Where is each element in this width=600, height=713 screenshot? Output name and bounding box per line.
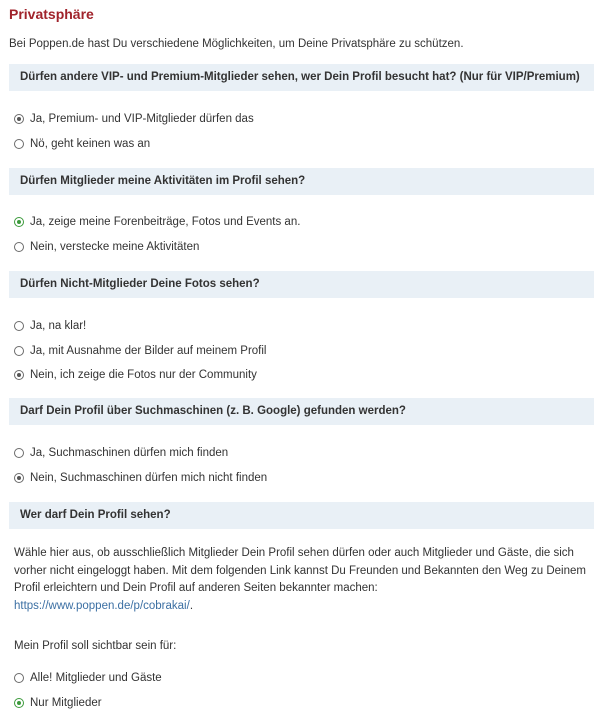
radio-checked-icon[interactable] (14, 217, 24, 227)
option-label: Nein, ich zeige die Fotos nur der Community (30, 369, 257, 381)
radio-icon[interactable] (14, 321, 24, 331)
question-label: Darf Dein Profil über Suchmaschinen (z. B. Google) gefunden werden? (20, 405, 406, 417)
option-activities-no[interactable] (14, 240, 199, 254)
option-activities-yes[interactable] (14, 215, 300, 229)
question-vip-visitors (9, 64, 594, 91)
option-label: Nein, Suchmaschinen dürfen mich nicht finden (30, 472, 268, 484)
question-label: Wer darf Dein Profil sehen? (20, 509, 171, 521)
option-label: Ja, zeige meine Forenbeiträge, Fotos und Events an. (30, 216, 301, 228)
page-intro: Bei Poppen.de hast Du verschiedene Möglichkeiten, um Deine Privatsphäre zu schützen. (9, 38, 464, 50)
option-label: Ja, Premium- und VIP-Mitglieder dürfen das (30, 113, 254, 125)
link-suffix: . (189, 599, 194, 612)
option-photos-yes[interactable] (14, 319, 86, 333)
page-title: Privatsphäre (9, 6, 94, 22)
option-visibility-members-only[interactable] (14, 696, 102, 710)
question-label: Dürfen andere VIP- und Premium-Mitglieder sehen, wer Dein Profil besucht hat? (Nur für VIP/Premium) (20, 71, 580, 83)
option-label: Alle! Mitglieder und Gäste (30, 672, 162, 684)
question-non-member-photos (9, 271, 594, 298)
profile-link[interactable]: https://www.poppen.de/p/cobrakai/ (14, 599, 190, 612)
radio-icon[interactable] (14, 673, 24, 683)
radio-checked-icon[interactable] (14, 114, 24, 124)
visible-for-label: Mein Profil soll sichtbar sein für: (14, 640, 177, 652)
question-search-engines (9, 398, 594, 425)
option-label: Nein, verstecke meine Aktivitäten (30, 241, 200, 253)
option-label: Nur Mitglieder (30, 697, 102, 709)
description-text: Wähle hier aus, ob ausschließlich Mitglieder Dein Profil sehen dürfen oder auch Mitglieder und Gäste, die sich vorher nicht eingeloggt haben. Mit dem folgenden Link kannst Du Freunden und Bekannten den Weg zu Deinem Profil erleichtern und Dein Profil auf anderen Seiten bekannter machen: (14, 547, 586, 594)
option-search-yes[interactable] (14, 446, 228, 460)
option-label: Ja, na klar! (30, 320, 87, 332)
option-visibility-all[interactable] (14, 671, 162, 685)
radio-checked-icon[interactable] (14, 698, 24, 708)
option-search-no[interactable] (14, 471, 267, 485)
option-vip-visitors-yes[interactable] (14, 112, 254, 126)
radio-icon[interactable] (14, 139, 24, 149)
radio-checked-icon[interactable] (14, 370, 24, 380)
radio-icon[interactable] (14, 346, 24, 356)
radio-icon[interactable] (14, 448, 24, 458)
question-profile-visibility (9, 502, 594, 529)
radio-icon[interactable] (14, 242, 24, 252)
profile-visibility-description (14, 545, 589, 615)
question-label: Dürfen Nicht-Mitglieder Deine Fotos sehen? (20, 278, 260, 290)
question-label: Dürfen Mitglieder meine Aktivitäten im Profil sehen? (20, 175, 306, 187)
option-label: Ja, Suchmaschinen dürfen mich finden (30, 447, 229, 459)
option-photos-community-only[interactable] (14, 368, 257, 382)
option-vip-visitors-no[interactable] (14, 137, 150, 151)
question-activities (9, 168, 594, 195)
option-label: Ja, mit Ausnahme der Bilder auf meinem Profil (30, 345, 267, 357)
option-photos-except-profile[interactable] (14, 344, 267, 358)
option-label: Nö, geht keinen was an (30, 138, 151, 150)
radio-checked-icon[interactable] (14, 473, 24, 483)
